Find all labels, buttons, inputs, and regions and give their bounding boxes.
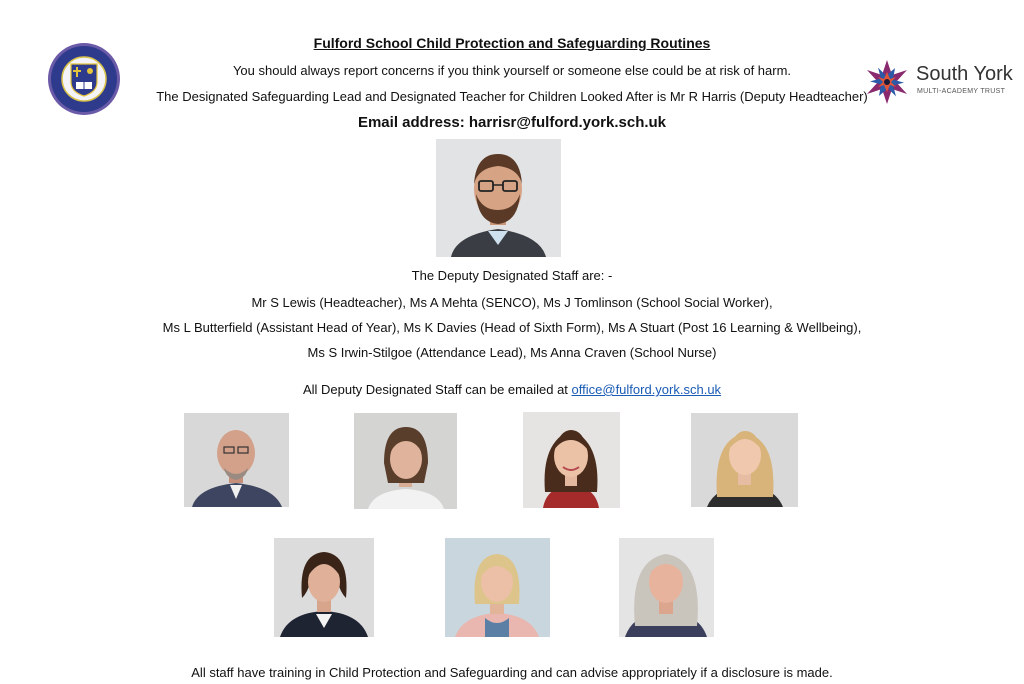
intro-text: You should always report concerns if you think yourself or someone else could be at risk of harm.	[232, 63, 792, 78]
staff-photo-1	[184, 413, 289, 507]
staff-photo-6	[445, 538, 550, 637]
trust-name: South York	[916, 63, 1013, 85]
school-crest-logo	[47, 42, 121, 116]
staff-photo-7	[619, 538, 714, 637]
staff-photo-4	[691, 413, 798, 507]
lead-text: The Designated Safeguarding Lead and Designated Teacher for Children Looked After is Mr R Harris (Deputy Headteacher)	[156, 89, 868, 104]
trust-subtitle: MULTI-ACADEMY TRUST	[917, 88, 1006, 95]
deputies-email-link[interactable]: office@fulford.york.sch.uk	[571, 382, 722, 397]
deputies-line-3: Ms S Irwin-Stilgoe (Attendance Lead), Ms Anna Craven (School Nurse)	[307, 345, 717, 360]
deputies-email-line	[0, 382, 1024, 397]
deputies-heading: The Deputy Designated Staff are: -	[411, 268, 613, 283]
staff-photo-5	[274, 538, 374, 637]
lead-photo	[436, 139, 561, 257]
lead-email: Email address: harrisr@fulford.york.sch.uk	[357, 114, 667, 131]
deputies-line-1: Mr S Lewis (Headteacher), Ms A Mehta (SENCO), Ms J Tomlinson (School Social Worker),	[251, 295, 773, 310]
footer-text: All staff have training in Child Protection and Safeguarding and can advise appropriately if a disclosure is made.	[191, 665, 833, 680]
deputies-line-2: Ms L Butterfield (Assistant Head of Year), Ms K Davies (Head of Sixth Form), Ms A Stuart (Post 16 Learning & Wellbeing),	[162, 320, 862, 335]
staff-photo-2	[354, 413, 457, 509]
page-title: Fulford School Child Protection and Safeguarding Routines	[313, 35, 711, 51]
staff-photo-3	[523, 412, 620, 508]
deputies-email-prefix: All Deputy Designated Staff can be emailed at	[302, 382, 572, 397]
